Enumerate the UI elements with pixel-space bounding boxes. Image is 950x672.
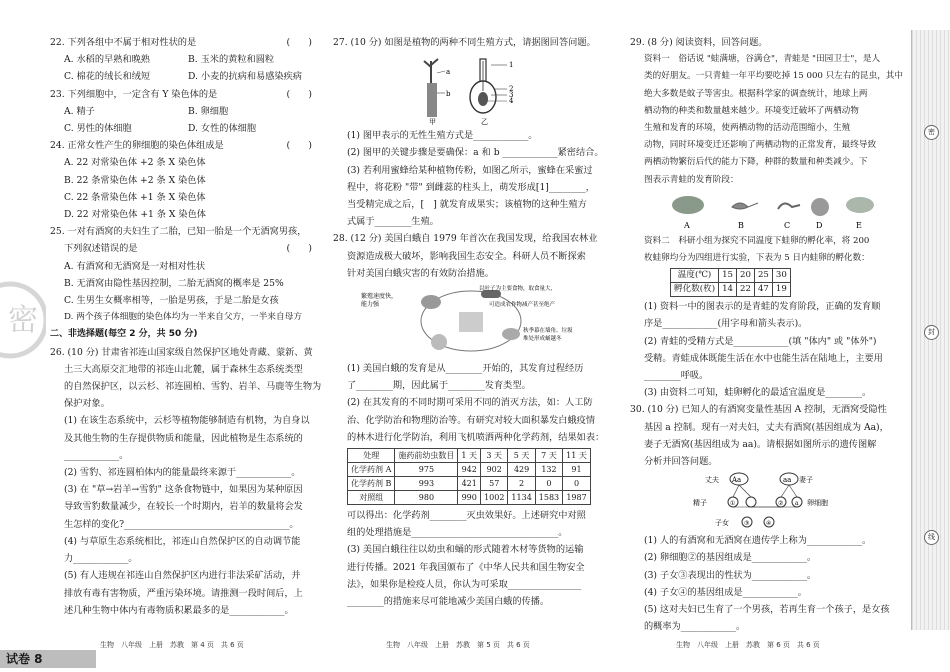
- egg-icon: [431, 334, 447, 350]
- svg-text:1: 1: [508, 61, 513, 70]
- q22-option-a[interactable]: A. 水稻的早熟和晚熟: [64, 54, 150, 66]
- svg-text:以叶子为主要食物，取食量大，: 以叶子为主要食物，取食量大，: [478, 286, 556, 293]
- ovule: [478, 92, 488, 106]
- table-row: 孵化数(枚) 14 22 47 19: [671, 283, 791, 297]
- inheritance-diagram: [630, 472, 910, 530]
- q25-stem-1: 25. 一对有酒窝的夫妇生了二胎，已知一胎是一个无酒窝男孩，: [50, 226, 307, 238]
- column-page-5: 27. (10 分) 如图是植物的两种不同生殖方式，请据图回答问题。 a b 甲 1 2 3 4 乙 (1) 图甲表示的无性生殖方式是____________。 (2) 图甲的关键步骤是要确保：a 和 b ____________紧密结合。 (3) 若利用蜜蜂给某种植物传粉，如图乙所示，蜜蜂在采蜜过 程中，将花粉 "带" 到雌蕊的柱头上，萌发形成[1]________， 当受精完成之后，[ ] 就发育成果实；该植物的这种生殖方 式属于________生殖。 28. (12 分) 美国白蛾自 1979 年首次在我国发现，给我国农林业 资源造成极大破坏，影响我国生态安全。科研人员不断探索 针对美国白蛾灾害的有效防治措施。 繁殖速度快， 能力强 以叶子为主要食物，取食量大， 可造成农作物减产甚至绝产 秋季幕在墙角、垃圾 堆处形成蛹越冬 (1) 美国白蛾的发育是从________开始的，其发育过程经历 了________期，因此属于________发育类型。 (2) 在其发育的不同时期可采用不同的消灭方法，如：人工防 治、化学防治和物理防治等。有研究对较大面积暴发白蛾疫情 的林木进行化学防治，利用飞机喷洒两种化学药剂，结果如表： 处理 施药前幼虫数目 1 天 3 天 5 天 7 天 11 天 化学药剂 A 975 942 902 429 132 91 化学药剂 B 993 421 57 2 0 0 对照组 980 990 1002 1134 1583 1987 可以得出：化学药剂________灭虫效果好。上述研究中对照 组的处理措施是________________________________。 (3) 美国白蛾往往以幼虫和蛹的形式随着木材等货物的运输 进行传播。2021 年我国颁布了《中华人民共和国生物安全 法》，如果你是检疫人员，你认为可采取________________ ________的措施来尽可能地减少美国白蛾的传播。: [333, 34, 608, 610]
- seal-mark-feng: 封: [924, 325, 939, 340]
- q25-option-a[interactable]: A. 有酒窝和无酒窝是一对相对性状: [64, 260, 206, 272]
- adult-moth-icon: [421, 295, 441, 309]
- q23-option-b[interactable]: B. 卵细胞: [188, 105, 229, 117]
- svg-text:a: a: [795, 500, 799, 508]
- answer-blank[interactable]: 力____________。: [64, 553, 138, 565]
- q25-stem-2: 下列叙述错误的是 ( ): [64, 243, 312, 255]
- q22-option-d[interactable]: D. 小麦的抗病和易感染疾病: [188, 71, 302, 83]
- svg-text:D: D: [816, 220, 823, 230]
- q22-options-row1: [50, 51, 312, 68]
- frog-development-figure: [630, 191, 910, 231]
- grafting-and-flower-diagram: [411, 53, 531, 125]
- table-header-row: 处理 施药前幼虫数目 1 天 3 天 5 天 7 天 11 天: [348, 449, 591, 463]
- svg-text:E: E: [856, 220, 862, 230]
- scion: [424, 59, 438, 83]
- svg-text:妻子: 妻子: [799, 476, 813, 485]
- q22-option-c[interactable]: C. 棉花的绒长和绒短: [64, 71, 151, 83]
- label-yi: 乙: [480, 118, 488, 126]
- q26: 26. (10 分) 甘肃省祁连山国家级自然保护区地处青藏、蒙新、黄 土三大高原交汇地带的祁连山北麓，属于森林生态系统类型 的自然保护区，以云杉、祁连圆柏、雪豹、岩羊、马鹿等生物为 保护对象。 (1) 在该生态系统中，云杉等植物能够制造有机物，为自身以 及其他生物的生存提供物质和能量，因此植物是生态系统的 ____________。 (2) 雪豹、祁连圆柏体内的能量最终来源于____________。 (3) 在 "草→岩羊→雪豹" 这条食物链中，如果因为某种原因 导致雪豹数量减少，在较长一个时期内，岩羊的数量将会发 生怎样的变化?____________________________________。 (4) 与草原生态系统相比，祁连山自然保护区的自动调节能 力____________。 (5) 有人违规在祁连山自然保护区内进行非法采矿活动，并 排放有毒有害物质，严重污染环境。请推测一段时间后，上 述几种生物中体内有毒物质积累最多的是____________。: [50, 344, 312, 619]
- q27-3: (3) 若利用蜜蜂给某种植物传粉，如图乙所示，蜜蜂在采蜜过: [347, 164, 593, 176]
- svg-text:③: ③: [744, 520, 750, 528]
- frog-stages-diagram: [660, 191, 880, 231]
- stamp-char: 密: [8, 303, 38, 338]
- genetic-cross-diagram: [685, 472, 855, 530]
- label-a: a: [445, 68, 450, 77]
- q23-option-c[interactable]: C. 男性的体细胞: [64, 123, 132, 135]
- column-page-4: [50, 34, 322, 619]
- moth-photo: [459, 312, 483, 332]
- q24-option-a[interactable]: A. 22 对常染色体 +2 条 X 染色体: [64, 157, 206, 169]
- footer-page-5: 生物 八年级 上册 苏教 第 5 页 共 6 页: [386, 641, 530, 649]
- moth-lifecycle-figure: [333, 284, 608, 358]
- answer-blank[interactable]: (2) 雪豹、祁连圆柏体内的能量最终来源于____________。: [64, 467, 301, 479]
- svg-text:C: C: [784, 220, 791, 230]
- svg-text:能力强: 能力强: [360, 301, 379, 309]
- material-two: 资料二 科研小组为探究不同温度下蛙卵的孵化率，将 200: [644, 235, 870, 246]
- plant-reproduction-figure: [333, 53, 608, 125]
- svg-text:aa: aa: [783, 476, 792, 485]
- seal-mark-mi: 密: [924, 125, 939, 140]
- exam-paper-badge: 试卷 8: [0, 650, 96, 668]
- svg-text:卵细胞: 卵细胞: [807, 499, 828, 508]
- table-row: 化学药剂 B 993 421 57 2 0 0: [348, 477, 591, 491]
- q24-option-c[interactable]: C. 22 条常染色体 +1 条 X 染色体: [64, 191, 206, 203]
- q22: 22. 下列各组中不属于相对性状的是 ( ): [50, 37, 312, 48]
- q30: 30. (10 分) 已知人的有酒窝变量性基因 A 控制，无酒窝受隐性: [630, 404, 887, 416]
- svg-text:秋季幕在墙角、垃圾: 秋季幕在墙角、垃圾: [522, 328, 573, 335]
- section-heading-nonchoice: 二、非选择题(每空 2 分，共 50 分): [50, 329, 198, 340]
- q24-option-b[interactable]: B. 22 条常染色体 +2 条 X 染色体: [64, 174, 206, 186]
- pupa-icon: [502, 328, 520, 340]
- q25-option-c[interactable]: C. 生男生女概率相等，一胎是男孩，于是二胎是女孩: [64, 295, 279, 307]
- pesticide-results-table: [347, 448, 591, 505]
- svg-text:3: 3: [508, 91, 513, 100]
- svg-text:4: 4: [508, 97, 513, 106]
- q29: 29. (8 分) 阅读资料，回答问题。: [630, 37, 768, 48]
- q25-option-b[interactable]: B. 无酒窝由隐性基因控制，二胎无酒窝的概率是 25%: [64, 277, 284, 289]
- table-row: 对照组 980 990 1002 1134 1583 1987: [348, 491, 591, 505]
- svg-text:B: B: [738, 220, 744, 230]
- svg-text:精子: 精子: [693, 499, 707, 508]
- svg-text:子女: 子女: [715, 519, 729, 528]
- q27: 27. (10 分) 如图是植物的两种不同生殖方式，请据图回答问题。: [333, 37, 596, 48]
- q23-option-a[interactable]: A. 精子: [64, 105, 95, 117]
- answer-blank[interactable]: ____________。: [64, 449, 129, 461]
- q22-option-b[interactable]: B. 玉米的黄粒和圆粒: [188, 54, 275, 66]
- tadpole-icon: [732, 203, 758, 209]
- q27-1[interactable]: (1) 图甲表示的无性生殖方式是____________。: [347, 130, 538, 142]
- svg-text:A: A: [684, 220, 690, 230]
- footer-page-4: 生物 八年级 上册 苏教 第 4 页 共 6 页: [100, 641, 244, 649]
- label-jia: 甲: [428, 118, 436, 126]
- q23: 23. 下列细胞中，一定含有 Y 染色体的是 ( ): [50, 88, 312, 100]
- eggs-icon: [811, 198, 829, 216]
- seal-mark-xian: 线: [924, 530, 939, 545]
- svg-text:Aa: Aa: [732, 476, 742, 485]
- adult-frog-icon: [672, 196, 704, 214]
- hatch-rate-table: [670, 268, 791, 297]
- svg-text:堆处形成蛹越冬: 堆处形成蛹越冬: [522, 336, 562, 343]
- q24-option-d[interactable]: D. 22 对常染色体 +1 条 X 染色体: [64, 209, 206, 221]
- q27-2[interactable]: (2) 图甲的关键步骤是要确保：a 和 b ____________紧密结合。: [347, 147, 604, 159]
- seal-line-strip: [911, 30, 950, 630]
- svg-text:繁殖速度快，: 繁殖速度快，: [360, 293, 397, 301]
- young-frog-icon: [846, 197, 874, 213]
- footer-page-6: 生物 八年级 上册 苏教 第 6 页 共 6 页: [676, 641, 820, 649]
- seal-stamp: [0, 275, 46, 365]
- q24: 24. 正常女性产生的卵细胞的染色体组成是 ( ): [50, 140, 312, 152]
- table-row: 化学药剂 A 975 942 902 429 132 91: [348, 463, 591, 477]
- lifecycle-cycle-diagram: [361, 284, 581, 358]
- stock-stem: [427, 83, 437, 117]
- q28: 28. (12 分) 美国白蛾自 1979 年首次在我国发现，给我国农林业: [333, 233, 598, 245]
- q22-options-row2: [50, 68, 312, 85]
- froglet-icon: [778, 203, 800, 209]
- svg-text:①: ①: [730, 500, 736, 508]
- svg-text:④: ④: [766, 520, 772, 528]
- material-one: 资料一 俗话说 "蛙满塘，谷满仓"，青蛙是 "田园卫士"，是人 类的好朋友。一只青蛙一年平均要吃掉 15 000 只左右的昆虫，其中 绝大多数是蚊子等害虫。根据科学家的调查统计，地球上两 栖动物的种类和数量越来越少。环境变迁破坏了两栖动物 生殖和发育的环境，使两栖动物的活动范围缩小，生殖 动物，同时环境变迁还影响了两栖动物的正常发育，最终导致 两栖动物繁衍后代的能力下降，种群的数量和种类减少。下 图表示青蛙的发育阶段：: [644, 54, 903, 185]
- q25-option-d[interactable]: D. 两个孩子体细胞的染色体均为一半来自父方，一半来自母方: [64, 312, 303, 323]
- svg-text:丈夫: 丈夫: [705, 476, 719, 485]
- svg-text:2: 2: [508, 85, 513, 94]
- label-b: b: [445, 90, 450, 99]
- table-row: 温度(℃) 15 20 25 30: [671, 269, 791, 283]
- q23-option-d[interactable]: D. 女性的体细胞: [188, 123, 257, 135]
- svg-text:可造成农作物减产甚至绝产: 可造成农作物减产甚至绝产: [488, 302, 555, 309]
- answer-blank[interactable]: 生怎样的变化?____________________________________。: [64, 518, 299, 530]
- column-page-6: 29. (8 分) 阅读资料，回答问题。 资料一 俗话说 "蛙满塘，谷满仓"，青蛙是 "田园卫士"，是人 类的好朋友。一只青蛙一年平均要吃掉 15 000 只左右的昆虫，其中 绝大多数是蚊子等害虫。根据科学家的调查统计，地球上两 栖动物的种类和数量越来越少。环境变迁破坏了两栖动物 生殖和发育的环境，使两栖动物的活动范围缩小，生殖 动物，同时环境变迁还影响了两栖动物的正常发育，最终导致 两栖动物繁衍后代的能力下降，种群的数量和种类减少。下 图表示青蛙的发育阶段： A B C D E 资料二 科研小组为探究不同温度下蛙卵的孵化率，将 200 枚蛙卵均分为四组进行实验，下表为 5 日内蛙卵的孵化数： 温度(℃) 15 20 25 30 孵化数(枚) 14 22 47 19 (1) 资料一中的图表示的是青蛙的发育阶段，正确的发育顺 序是____________(用字母和箭头表示)。 (2) 青蛙的受精方式是____________(填 "体内" 或 "体外") 受精。青蛙成体既能生活在水中也能生活在陆地上，主要用 ________呼吸。 (3) 由资料二可知，蛙卵孵化的最适宜温度是________。 30. (10 分) 已知人的有酒窝变量性基因 A 控制，无酒窝受隐性 基因 a 控制。现有一对夫妇，丈夫有酒窝(基因组成为 Aa)， 妻子无酒窝(基因组成为 aa)。请根据如图所示的遗传图解 分析并回答问题。 丈夫 Aa 妻子 aa 精子 ① ② a 卵细胞 子女 ③ ④ (1) 人的有酒窝和无酒窝在遗传学上称为____________。 (2) 卵细胞②的基因组成是____________。 (3) 子女③表现出的性状为____________。 (4) 子女④的基因组成是____________。 (5) 这对夫妇已生育了一个男孩，若再生育一个孩子，是女孩 的概率为____________。: [630, 34, 910, 635]
- svg-text:②: ②: [778, 500, 784, 508]
- answer-blank[interactable]: 述几种生物中体内有毒物质积累最多的是____________。: [64, 604, 294, 616]
